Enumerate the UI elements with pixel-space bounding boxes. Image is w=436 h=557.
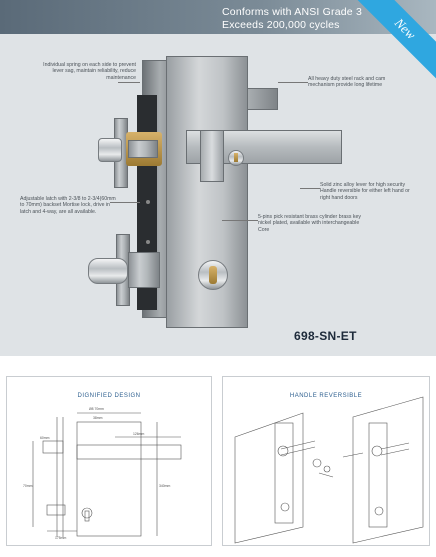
model-number: 698-SN-ET xyxy=(294,329,357,343)
keyhole-icon xyxy=(234,153,238,162)
screw xyxy=(146,200,150,204)
dim-label: 38mm xyxy=(93,416,103,420)
screw xyxy=(146,240,150,244)
cylinder-callout: 5-pins pick resistant brass cylinder brass key nickel plated, available with interchangeable Core xyxy=(258,214,361,233)
new-badge-label: New xyxy=(391,15,419,43)
reversible-diagram-title: HANDLE REVERSIBLE xyxy=(289,393,363,399)
dimension-diagram xyxy=(6,376,212,546)
dim-label: Ø8 70mm xyxy=(89,407,104,411)
dimension-drawing xyxy=(7,377,213,547)
dim-label: 175mm xyxy=(55,536,67,540)
steel-rack-callout: All heavy duty steel rack and cam mechanism provide long lifetime xyxy=(308,76,386,89)
dim-label: 70mm xyxy=(23,484,33,488)
latch-leader xyxy=(110,202,140,203)
upper-latch-bolt xyxy=(98,138,122,162)
spring-leader xyxy=(118,82,140,83)
cylinder-leader xyxy=(222,220,258,221)
lever-neck xyxy=(200,130,224,182)
dim-label: 126mm xyxy=(133,432,145,436)
latch-callout: Adjustable latch with 2-3/8 to 2-3/4(60mm to 70mm) backset Mortise lock, drive in latch and 4-way, are all available. xyxy=(20,196,116,215)
zinc-lever-leader xyxy=(300,188,320,189)
deadbolt xyxy=(88,258,128,284)
cycles-text: Exceeds 200,000 cycles xyxy=(222,19,340,31)
reversible-diagram xyxy=(222,376,430,546)
steel-rack-leader xyxy=(278,82,308,83)
ansi-grade-text: Conforms with ANSI Grade 3 xyxy=(222,6,363,18)
dim-label: 340mm xyxy=(159,484,171,488)
spring-callout: Individual spring on each side to prevent lever sag, maintain reliability, reduce maintenance xyxy=(43,62,136,81)
dimension-diagram-title: DIGNIFIED DESIGN xyxy=(77,393,141,399)
reversible-drawing xyxy=(223,377,431,547)
zinc-lever-callout: Solid zinc alloy lever for high security Handle reversible for either left hand or right hand doors xyxy=(320,182,410,201)
new-badge xyxy=(356,0,436,80)
dim-label: 60mm xyxy=(40,436,50,440)
deadbolt-case xyxy=(128,252,160,288)
upper-latch-case xyxy=(128,140,158,158)
cylinder-keyhole-icon xyxy=(209,266,217,284)
